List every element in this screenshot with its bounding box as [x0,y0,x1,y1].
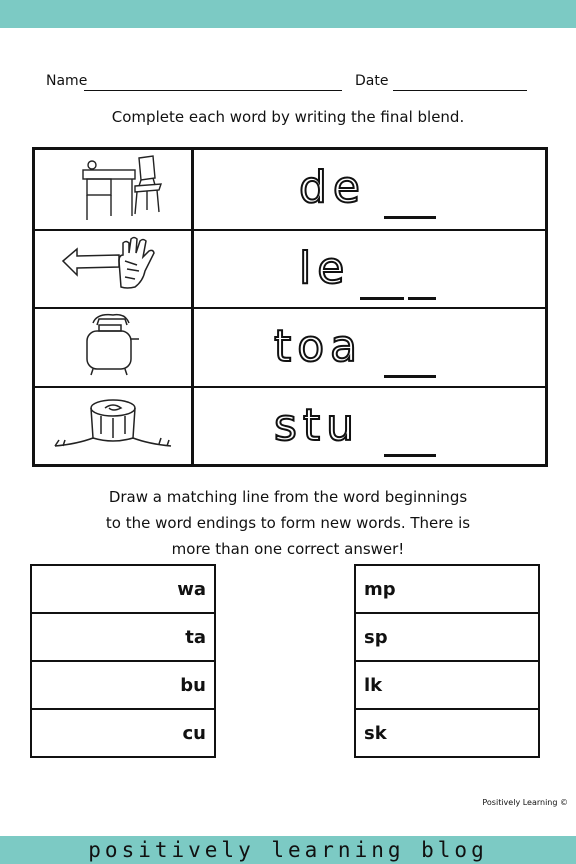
stump-icon [35,388,194,467]
word-cell [194,231,545,310]
instruction-matching [0,484,576,562]
traced-word: le [299,242,351,294]
beginnings-column [30,564,216,758]
name-date-row [46,73,531,93]
ending-cell[interactable]: sp [356,612,538,660]
traced-word: toa [274,321,364,372]
beginning-cell[interactable]: cu [32,708,214,756]
word-cell [194,309,545,388]
answer-blank[interactable] [408,297,436,300]
name-field[interactable] [84,90,342,91]
blend-row [35,386,545,467]
blend-row [35,307,545,388]
ending-cell[interactable]: mp [364,578,396,600]
beginning-cell[interactable]: bu [32,660,214,708]
beginning-cell[interactable]: wa [177,578,206,600]
footer-band [0,836,576,864]
instruction-line: Draw a matching line from the word beginnings [108,488,468,506]
blend-table [32,147,548,467]
word-cell [194,150,545,229]
beginning-cell[interactable]: ta [32,612,214,660]
blend-row [35,150,545,229]
answer-blank[interactable] [384,375,436,378]
instruction-line: to the word endings to form new words. There is [105,514,471,532]
answer-blank[interactable] [384,454,436,457]
instruction-line: more than one correct answer! [171,540,405,558]
instruction-blend: Complete each word by writing the final blend. [111,108,465,126]
endings-column [354,564,540,758]
ending-cell[interactable]: lk [356,660,538,708]
desk-icon [35,150,194,229]
name-label: Name [46,73,88,89]
footer-text: positively learning blog [88,838,488,862]
blend-row [35,229,545,310]
answer-blank[interactable] [384,216,436,219]
top-band [0,0,576,28]
credit-text: Positively Learning © [482,798,568,807]
date-label: Date [355,73,389,89]
traced-word: stu [274,399,361,451]
traced-word: de [299,162,366,213]
date-field[interactable] [393,90,527,91]
ending-cell[interactable]: sk [356,708,538,756]
toaster-icon [35,309,194,388]
word-cell [194,388,545,467]
left-hand-icon [35,231,194,310]
answer-blank[interactable] [360,297,404,300]
